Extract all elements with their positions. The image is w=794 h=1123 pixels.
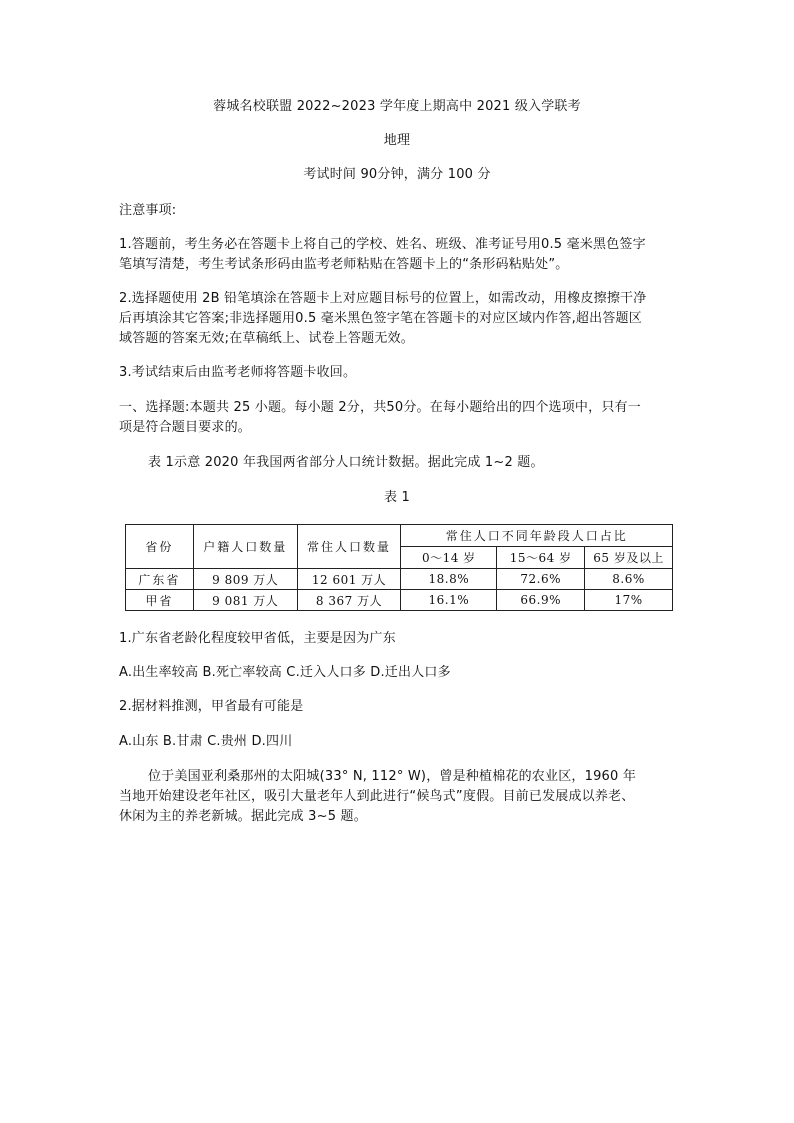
note-2-line-3: 域答题的答案无效;在草稿纸上、试卷上答题无效。 bbox=[119, 331, 414, 346]
question-2-options: A.山东 B.甘肃 C.贵州 D.四川 bbox=[119, 734, 293, 749]
question-1-options: A.出生率较高 B.死亡率较高 C.迁入人口多 D.迁出人口多 bbox=[119, 665, 451, 680]
cell-age3: 17% bbox=[585, 590, 673, 611]
section-1-line-2: 项是符合题目要求的。 bbox=[119, 420, 252, 435]
cell-province: 甲省 bbox=[126, 590, 194, 611]
cell-registered: 9 081 万人 bbox=[193, 590, 297, 611]
cell-age2: 72.6% bbox=[497, 569, 585, 590]
header-province: 省份 bbox=[126, 525, 194, 569]
section-1-line-1: 一、选择题:本题共 25 小题。每小题 2分，共50分。在每小题给出的四个选项中，只有一 bbox=[119, 400, 641, 415]
cell-age3: 8.6% bbox=[585, 569, 673, 590]
note-2-line-1: 2.选择题使用 2B 铅笔填涂在答题卡上对应题目标号的位置上，如需改动，用橡皮擦擦干净 bbox=[119, 291, 647, 306]
note-3: 3.考试结束后由监考老师将答题卡收回。 bbox=[119, 365, 357, 380]
exam-title: 蓉城名校联盟 2022~2023 学年度上期高中 2021 级入学联考 bbox=[213, 99, 581, 114]
cell-age1: 18.8% bbox=[401, 569, 497, 590]
note-1-line-2: 笔填写清楚，考生考试条形码由监考老师粘贴在答题卡上的“条形码粘贴处”。 bbox=[119, 257, 569, 272]
question-2-stem: 2.据材料推测，甲省最有可能是 bbox=[119, 699, 304, 714]
passage-line-2: 当地开始建设老年社区，吸引大量老年人到此进行“候鸟式”度假。目前已发展成以养老、 bbox=[119, 789, 635, 804]
header-age-65-plus: 65 岁及以上 bbox=[585, 547, 673, 569]
table-caption: 表 1 bbox=[383, 490, 410, 505]
cell-resident: 12 601 万人 bbox=[297, 569, 401, 590]
cell-province: 广东省 bbox=[126, 569, 194, 590]
note-1-line-1: 1.答题前，考生务必在答题卡上将自己的学校、姓名、班级、准考证号用0.5 毫米黑色签字 bbox=[119, 237, 646, 252]
exam-info: 考试时间 90分钟，满分 100 分 bbox=[303, 167, 491, 182]
notes-heading: 注意事项: bbox=[119, 203, 177, 218]
header-age-0-14: 0～14 岁 bbox=[401, 547, 497, 569]
cell-registered: 9 809 万人 bbox=[193, 569, 297, 590]
note-2-line-2: 后再填涂其它答案;非选择题用0.5 毫米黑色签字笔在答题卡的对应区域内作答,超出答题区 bbox=[119, 311, 642, 326]
cell-resident: 8 367 万人 bbox=[297, 590, 401, 611]
table-row bbox=[126, 590, 673, 611]
header-resident: 常住人口数量 bbox=[297, 525, 401, 569]
subject-title: 地理 bbox=[383, 133, 411, 148]
table-row bbox=[126, 569, 673, 590]
cell-age2: 66.9% bbox=[497, 590, 585, 611]
question-1-stem: 1.广东省老龄化程度较甲省低，主要是因为广东 bbox=[119, 631, 396, 646]
passage-line-1: 位于美国亚利桑那州的太阳城(33° N, 112° W)，曾是种植棉花的农业区，1960 年 bbox=[148, 769, 637, 784]
cell-age1: 16.1% bbox=[401, 590, 497, 611]
header-age-15-64: 15～64 岁 bbox=[497, 547, 585, 569]
population-table bbox=[125, 524, 673, 611]
header-age-group: 常住人口不同年龄段人口占比 bbox=[401, 525, 673, 547]
table-intro: 表 1示意 2020 年我国两省部分人口统计数据。据此完成 1~2 题。 bbox=[148, 455, 544, 470]
header-registered: 户籍人口数量 bbox=[193, 525, 297, 569]
passage-line-3: 休闲为主的养老新城。据此完成 3~5 题。 bbox=[119, 809, 367, 824]
